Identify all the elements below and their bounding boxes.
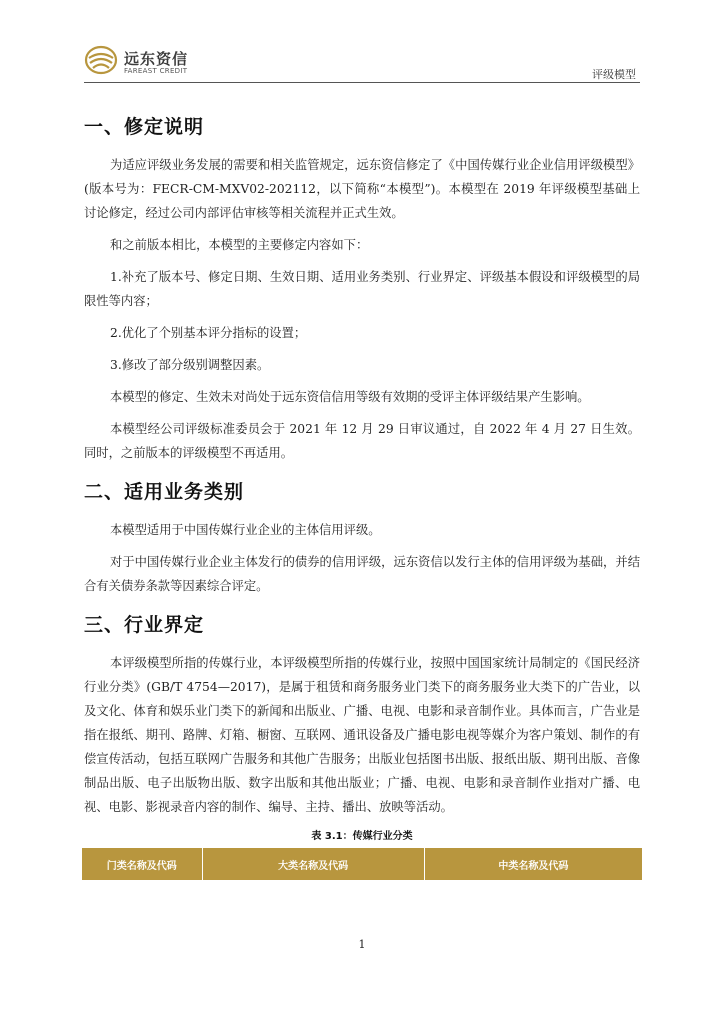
fareast-logo-icon (84, 44, 118, 76)
paragraph: 对于中国传媒行业企业主体发行的债券的信用评级，远东资信以发行主体的信用评级为基础，并结合有关债券条款等因素综合评定。 (84, 555, 640, 593)
table-header-row (82, 848, 642, 880)
industry-classification-table (82, 848, 642, 880)
document-body (84, 112, 640, 880)
section-revision-notes (84, 112, 640, 465)
paragraph: 本评级模型所指的传媒行业，本评级模型所指的传媒行业，按照中国国家统计局制定的《国民经济行业分类》(GB/T 4754—2017)，是属于租赁和商务服务业门类下的商务服务业大类下的广告业，以及文化、体育和娱乐业门类下的新闻和出版业、广播、电视、电影和录音制作业。具体而言，广告业是指在报纸、期刊、路牌、灯箱、橱窗、互联网、通讯设备及广播电影电视等媒介为客户策划、制作的有偿宣传活动，包括互联网广告服务和其他广告服务；出版业包括图书出版、报纸出版、期刊出版、音像制品出版、电子出版物出版、数字出版和其他出版业；广播、电视、电影和录音制作业指对广播、电视、电影、影视录音内容的制作、编导、主持、播出、放映等活动。 (84, 656, 640, 814)
brand-name-cn: 远东资信 (124, 50, 189, 68)
document-label: 评级模型 (592, 68, 636, 81)
column-header: 大类名称及代码 (202, 848, 424, 880)
section-title: 一、修定说明 (84, 116, 205, 138)
paragraph: 本模型适用于中国传媒行业企业的主体信用评级。 (110, 523, 381, 537)
paragraph: 3.修改了部分级别调整因素。 (110, 358, 270, 372)
page-number: 1 (358, 938, 366, 951)
section-title: 二、适用业务类别 (84, 481, 245, 503)
paragraph: 2.优化了个别基本评分指标的设置； (110, 326, 307, 340)
column-header: 中类名称及代码 (424, 848, 642, 880)
paragraph: 和之前版本相比，本模型的主要修定内容如下： (110, 238, 369, 252)
section-title: 三、行业界定 (84, 614, 205, 636)
paragraph: 为适应评级业务发展的需要和相关监管规定，远东资信修定了《中国传媒行业企业信用评级模型》(版本号为：FECR-CM-MXV02-202112，以下简称“本模型”)。本模型在 2019 年评级模型基础上讨论修定，经过公司内部评估审核等相关流程并正式生效。 (84, 158, 640, 220)
paragraph: 本模型的修定、生效未对尚处于远东资信信用等级有效期的受评主体评级结果产生影响。 (110, 390, 590, 404)
brand-name-en: FAREAST CREDIT (124, 67, 188, 75)
header-divider (84, 82, 640, 83)
paragraph: 1.补充了版本号、修定日期、生效日期、适用业务类别、行业界定、评级基本假设和评级模型的局限性等内容； (84, 270, 640, 308)
column-header: 门类名称及代码 (82, 848, 202, 880)
section-applicable-business (84, 477, 640, 598)
paragraph: 本模型经公司评级标准委员会于 2021 年 12 月 29 日审议通过，自 2022 年 4 月 27 日生效。同时，之前版本的评级模型不再适用。 (84, 422, 640, 460)
table-caption: 表 3.1：传媒行业分类 (311, 831, 413, 842)
page-header (84, 40, 640, 82)
section-industry-definition (84, 610, 640, 880)
brand-logo (84, 44, 244, 78)
